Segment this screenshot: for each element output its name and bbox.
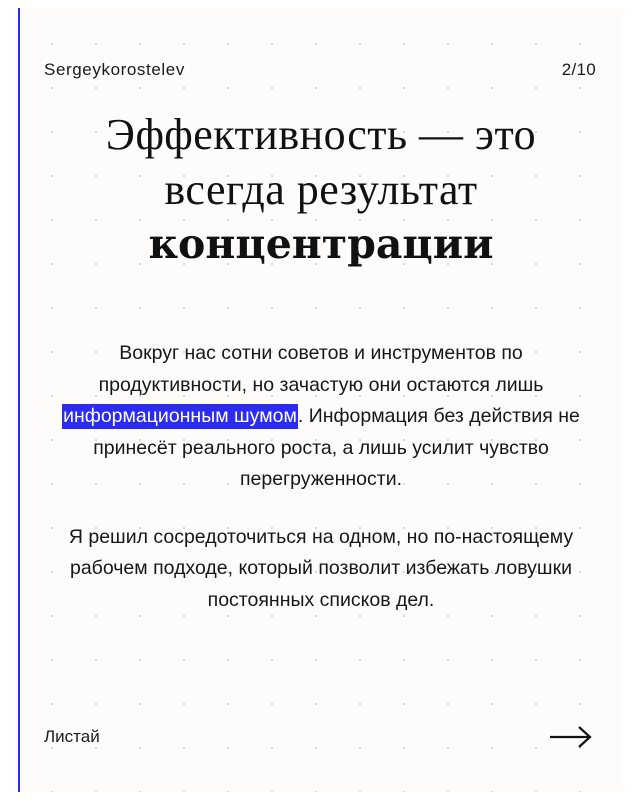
paragraph-2: Я решил сосредоточиться на одном, но по-настоящему рабочем подходе, который позволит избежать ловушки постоянных списков дел. [68, 525, 574, 612]
author-handle: Sergeykorostelev [44, 60, 185, 79]
slide-card [18, 8, 622, 792]
slide-header [44, 60, 596, 80]
page-title [40, 108, 602, 270]
title-line-3: концентрации [148, 220, 494, 269]
paragraph-1 [58, 338, 584, 496]
arrow-right-icon[interactable] [548, 724, 594, 750]
paragraph-1-after: . Информация без действия не принесёт реального роста, а лишь усилит чувство перегруженности. [93, 405, 580, 491]
paragraph-1-before: Вокруг нас сотни советов и инструментов по продуктивности, но зачастую они остаются лишь [98, 342, 544, 396]
title-line-2: всегда результат [164, 164, 478, 214]
slide-body [58, 338, 584, 617]
slide-footer [44, 724, 594, 750]
page-indicator: 2/10 [561, 60, 596, 79]
swipe-hint-label: Листай [44, 727, 100, 746]
title-line-1: Эффективность — это [105, 110, 537, 159]
highlighted-phrase: информационным шумом [63, 405, 297, 428]
